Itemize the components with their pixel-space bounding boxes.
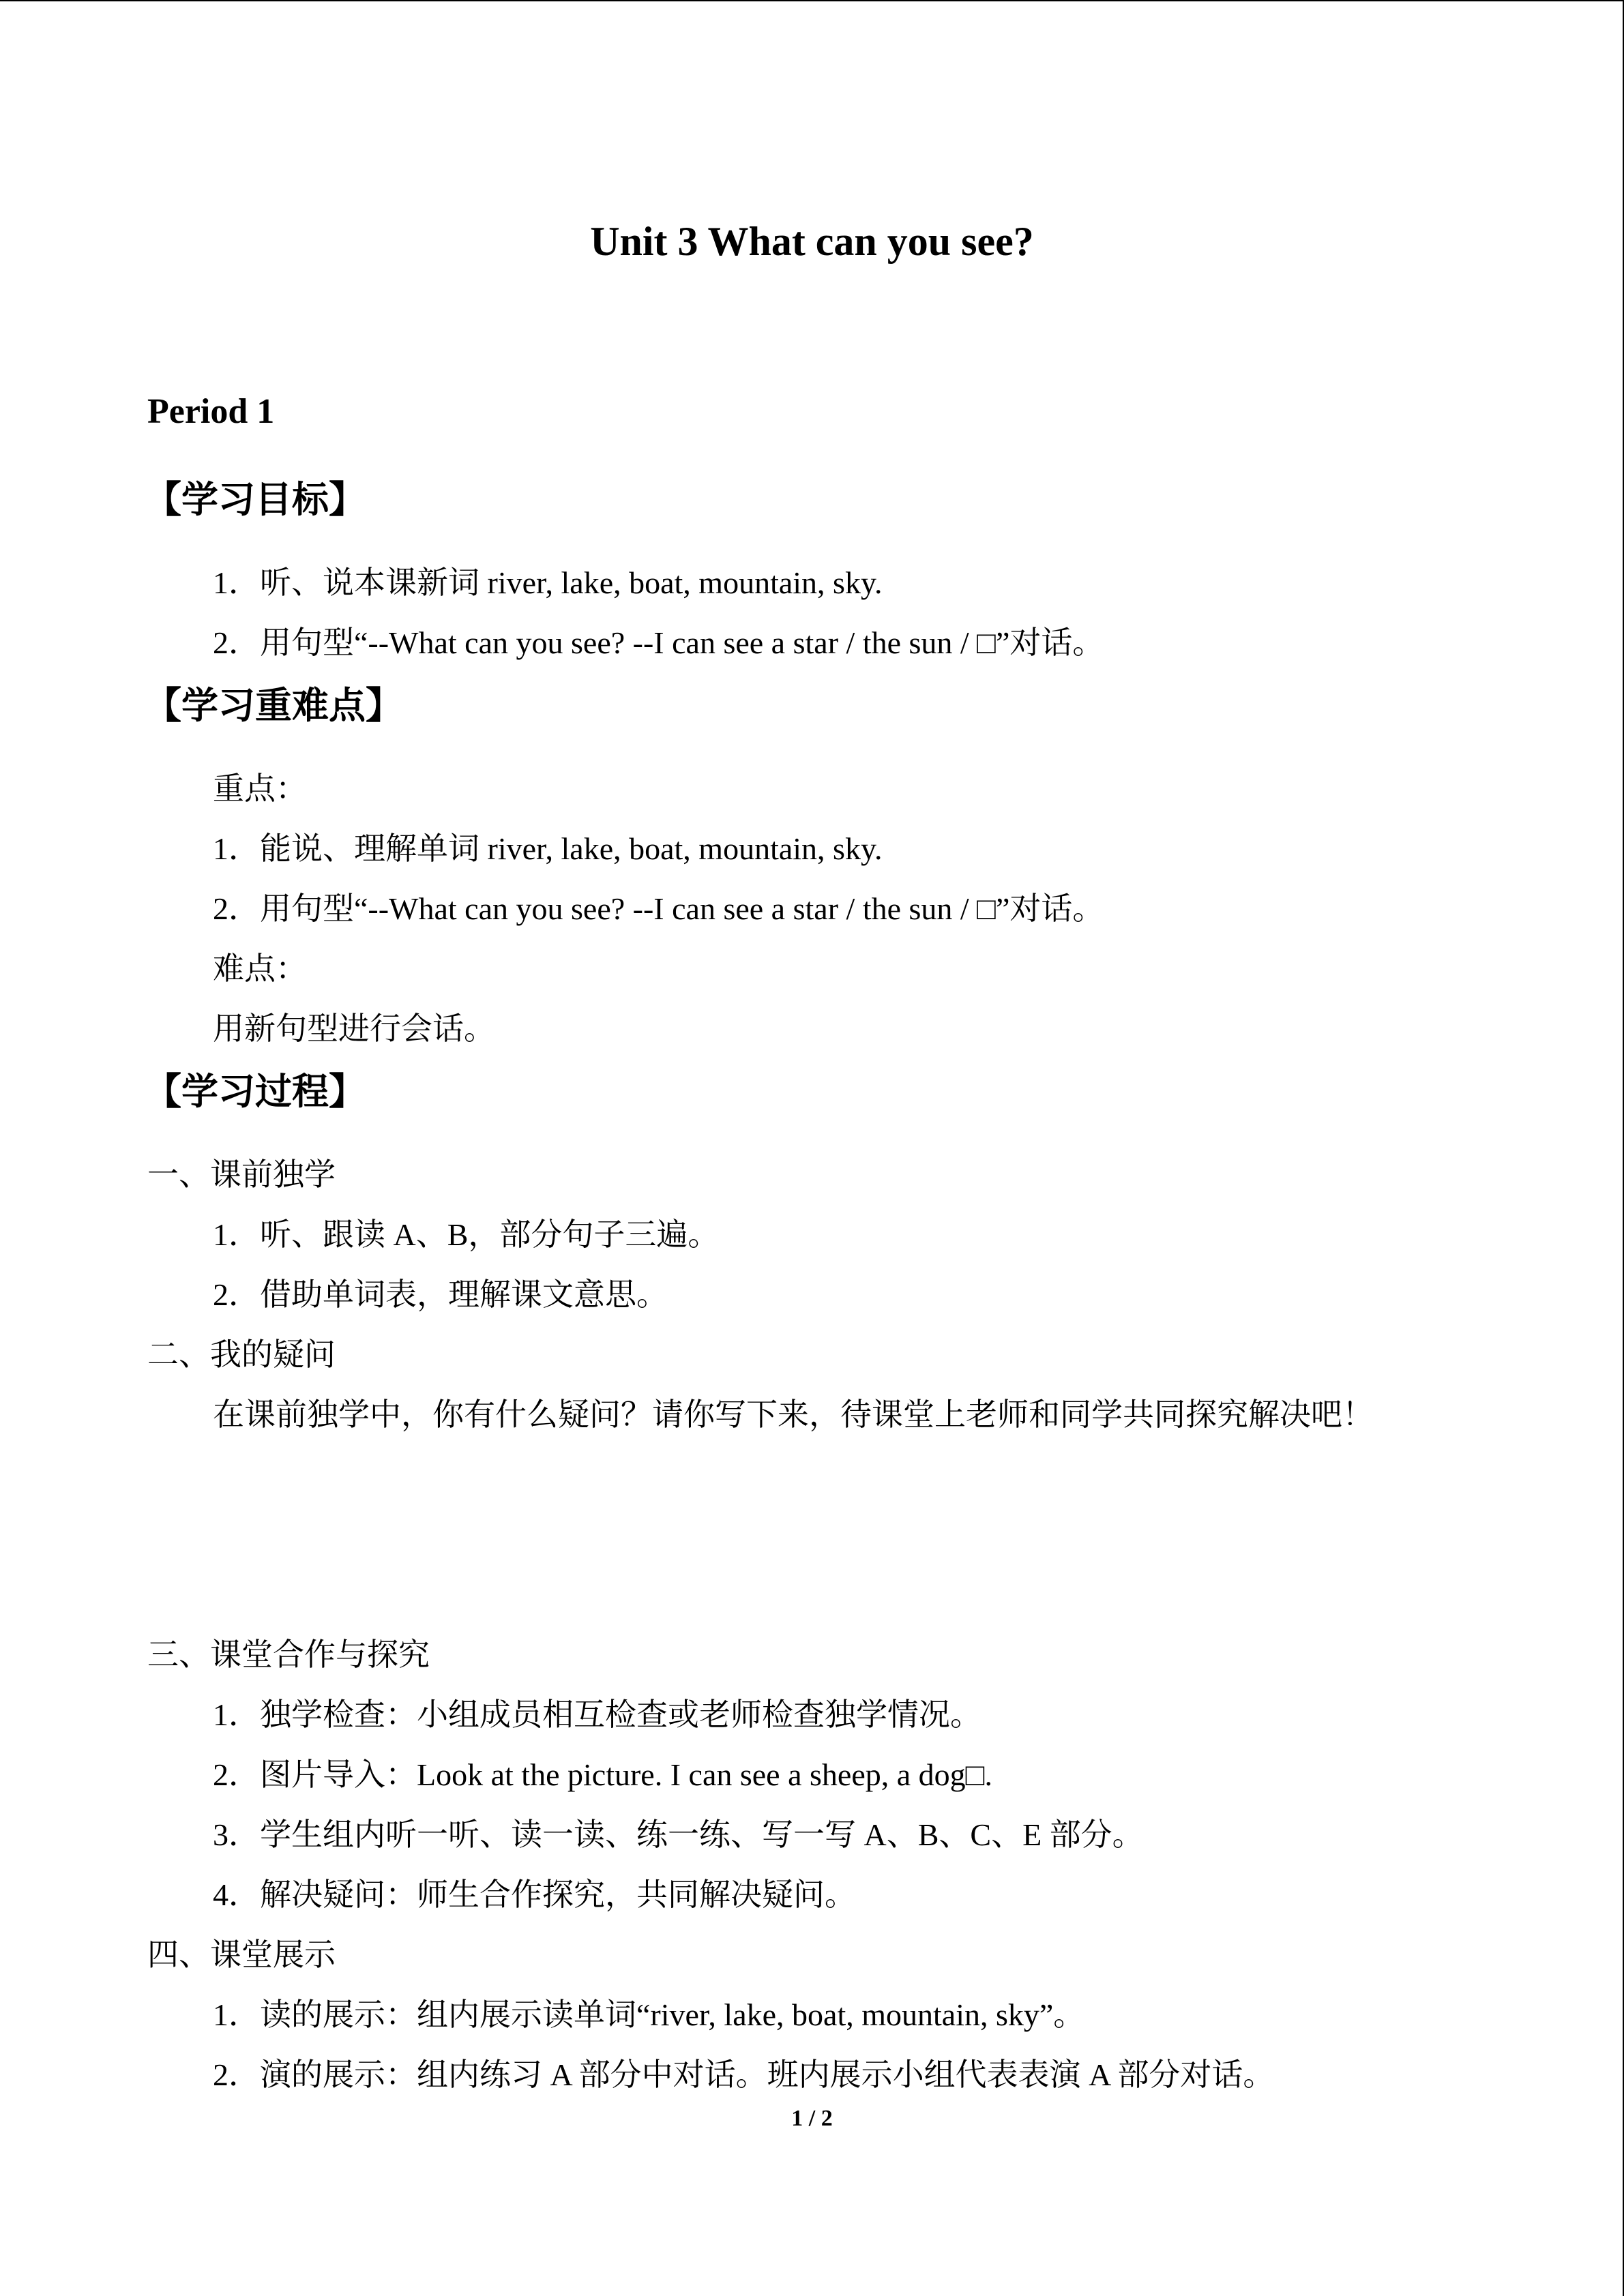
difficult-text: 用新句型进行会话。: [213, 1011, 495, 1046]
goal-item-2: 2．用句型“--What can you see? --I can see a star / the sun / □”对话。: [213, 625, 1104, 660]
page-number: 1 / 2: [791, 2106, 833, 2131]
part1-item-2: 2．借助单词表，理解课文意思。: [213, 1277, 668, 1312]
difficult-label: 难点：: [213, 951, 307, 986]
part3-title: 三、课堂合作与探究: [147, 1637, 430, 1672]
period-heading: Period 1: [147, 392, 275, 431]
part4-title: 四、课堂展示: [147, 1937, 336, 1972]
document-title: Unit 3 What can you see?: [590, 219, 1034, 264]
key-item-2: 2．用句型“--What can you see? --I can see a star / the sun / □”对话。: [213, 891, 1104, 926]
part1-item-1: 1．听、跟读 A、B，部分句子三遍。: [213, 1217, 720, 1252]
part2-text: 在课前独学中，你有什么疑问？请你写下来，待课堂上老师和同学共同探究解决吧！: [213, 1397, 1374, 1432]
part3-item-1: 1．独学检查：小组成员相互检查或老师检查独学情况。: [213, 1697, 981, 1732]
part2-title: 二、我的疑问: [147, 1337, 336, 1372]
section-heading-goals: 【学习目标】: [145, 478, 366, 521]
part1-title: 一、课前独学: [147, 1157, 336, 1192]
part3-item-3: 3．学生组内听一听、读一读、练一练、写一写 A、B、C、E 部分。: [213, 1817, 1144, 1852]
section-heading-process: 【学习过程】: [145, 1070, 366, 1113]
key-label: 重点：: [213, 771, 307, 806]
part4-item-1: 1．读的展示：组内展示读单词“river, lake, boat, mountain, sky”。: [213, 1997, 1085, 2032]
part3-item-2: 2．图片导入：Look at the picture. I can see a sheep, a dog□.: [213, 1757, 992, 1792]
part4-item-2: 2．演的展示：组内练习 A 部分中对话。班内展示小组代表表演 A 部分对话。: [213, 2057, 1275, 2092]
section-heading-key-points: 【学习重难点】: [145, 684, 402, 727]
goal-item-1: 1．听、说本课新词 river, lake, boat, mountain, sky.: [213, 565, 883, 600]
key-item-1: 1．能说、理解单词 river, lake, boat, mountain, sky.: [213, 831, 883, 866]
part3-item-4: 4．解决疑问：师生合作探究，共同解决疑问。: [213, 1877, 856, 1912]
